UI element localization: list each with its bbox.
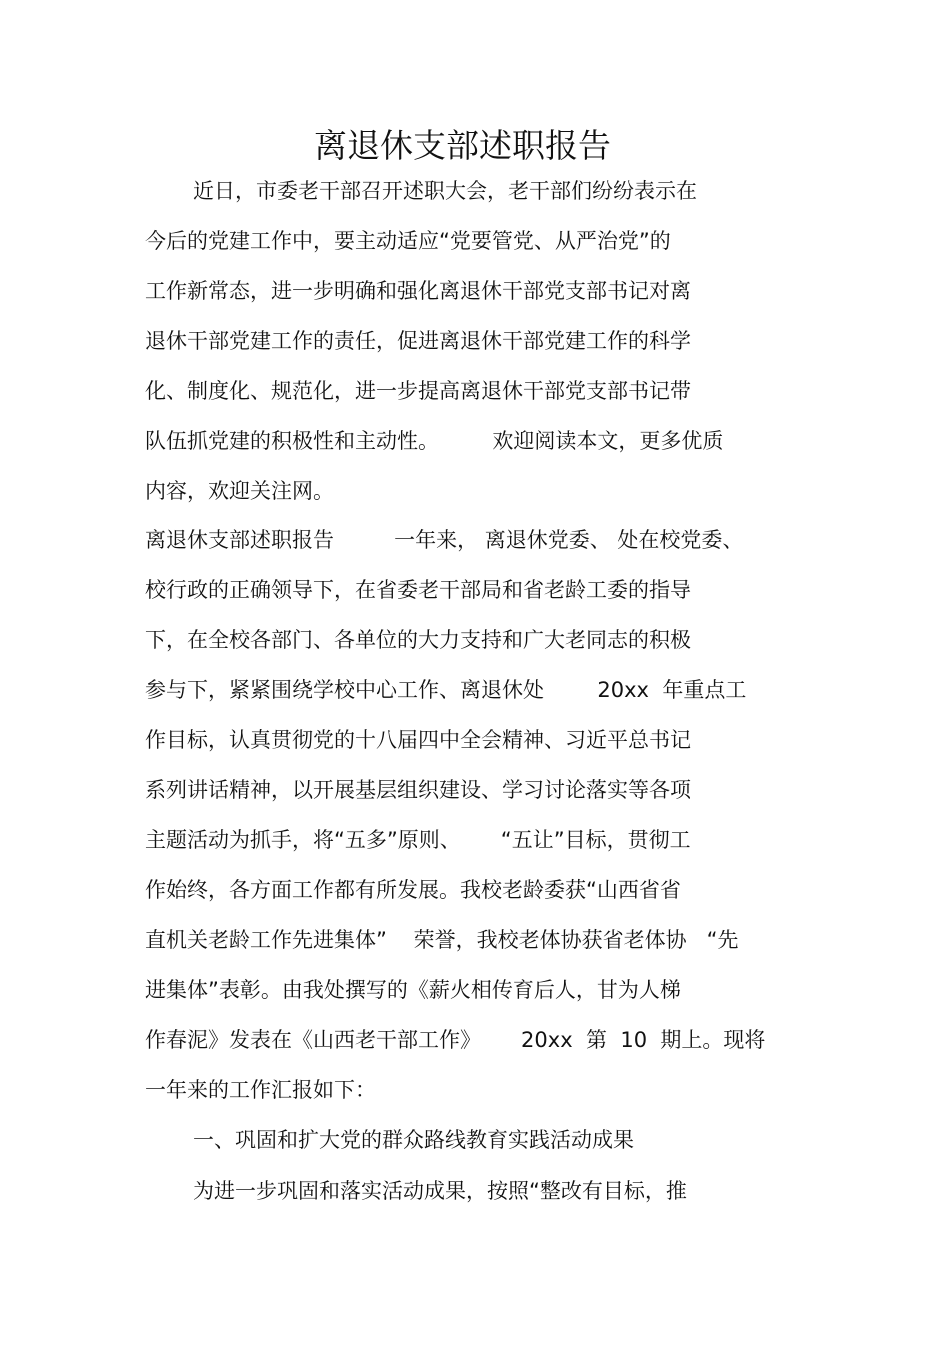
paragraph-line-19: 一年来的工作汇报如下： (145, 1078, 376, 1102)
paragraph-line-7: 内容，欢迎关注网。 (145, 479, 334, 503)
section-heading: 一、巩固和扩大党的群众路线教育实践活动成果 (193, 1128, 634, 1152)
paragraph-line-13: 系列讲话精神，以开展基层组织建设、学习讨论落实等各项 (145, 778, 691, 802)
paragraph-line-8: 离退休支部述职报告 一年来， 离退休党委、 处在校党委、 (145, 528, 744, 552)
paragraph-line-14: 主题活动为抓手，将“五多”原则、 “五让”目标，贯彻工 (145, 828, 691, 852)
paragraph-line-16: 直机关老龄工作先进集体” 荣誉，我校老体协获省老体协 “先 (145, 928, 739, 952)
paragraph-line-1: 近日，市委老干部召开述职大会，老干部们纷纷表示在 (193, 179, 697, 203)
paragraph-line-17: 进集体”表彰。由我处撰写的《薪火相传育后人，甘为人梯 (145, 978, 681, 1002)
paragraph-line-2: 今后的党建工作中，要主动适应“党要管党、从严治党”的 (145, 229, 671, 253)
paragraph-line-15: 作始终，各方面工作都有所发展。我校老龄委获“山西省省 (145, 878, 681, 902)
paragraph-line-12: 作目标，认真贯彻党的十八届四中全会精神、习近平总书记 (145, 728, 691, 752)
document-title: 离退休支部述职报告 (314, 126, 611, 165)
paragraph-line-18: 作春泥》发表在《山西老干部工作》 20xx 第 10 期上。现将 (145, 1028, 766, 1052)
paragraph-line-20: 为进一步巩固和落实活动成果，按照“整改有目标，推 (193, 1179, 687, 1203)
paragraph-line-5: 化、制度化、规范化，进一步提高离退休干部党支部书记带 (145, 379, 691, 403)
paragraph-line-4: 退休干部党建工作的责任，促进离退休干部党建工作的科学 (145, 329, 691, 353)
paragraph-line-10: 下，在全校各部门、各单位的大力支持和广大老同志的积极 (145, 628, 691, 652)
paragraph-line-9: 校行政的正确领导下，在省委老干部局和省老龄工委的指导 (145, 578, 691, 602)
paragraph-line-3: 工作新常态，进一步明确和强化离退休干部党支部书记对离 (145, 279, 691, 303)
paragraph-line-6: 队伍抓党建的积极性和主动性。 欢迎阅读本文，更多优质 (145, 429, 724, 453)
paragraph-line-11: 参与下，紧紧围绕学校中心工作、离退休处 20xx 年重点工 (145, 678, 747, 702)
